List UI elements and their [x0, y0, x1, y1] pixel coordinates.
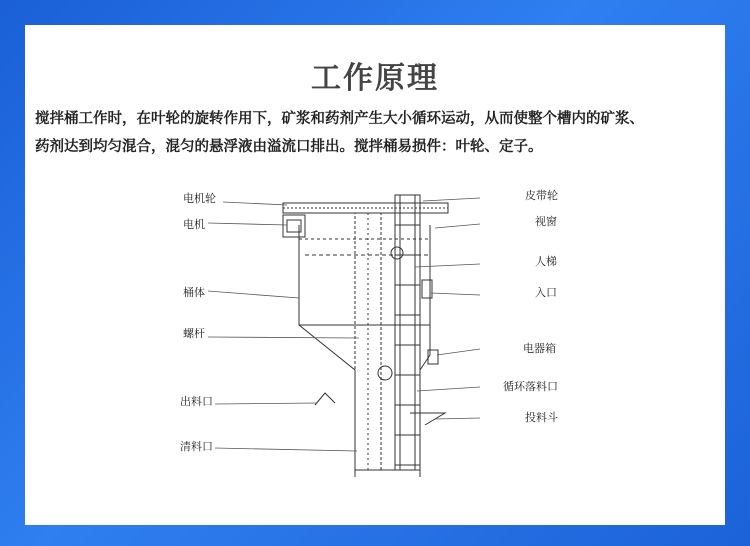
screw-column [355, 213, 381, 470]
tank-body [299, 225, 430, 470]
sight-window [391, 247, 403, 259]
description-line-2: 药剂达到均匀混合，混匀的悬浮液由溢流口排出。搅拌桶易损件：叶轮、定子。 [35, 139, 543, 155]
label-motor-pulley: 电机轮 [183, 192, 216, 205]
discharge-outlet [315, 393, 335, 405]
label-sight-window: 视窗 [535, 215, 557, 228]
label-electrical-box: 电器箱 [523, 342, 556, 355]
page-title: 工作原理 [311, 61, 439, 96]
label-belt-pulley: 皮带轮 [525, 189, 558, 202]
label-discharge-outlet: 出料口 [180, 395, 213, 408]
label-feed-hopper: 投料斗 [525, 411, 558, 424]
label-screw: 螺杆 [183, 327, 205, 340]
label-motor: 电机 [183, 218, 205, 231]
content-panel [25, 25, 725, 525]
label-cleanout-port: 清料口 [180, 440, 213, 453]
label-inlet: 入口 [535, 286, 557, 299]
label-recirculation-port: 循环落料口 [503, 380, 558, 393]
mixer-diagram [25, 25, 725, 525]
ladder [395, 195, 420, 470]
label-ladder: 人梯 [535, 255, 557, 268]
description-line-1: 搅拌桶工作时，在叶轮的旋转作用下，矿浆和药剂产生大小循环运动，从而使整个槽内的矿浆、 [35, 111, 644, 127]
motor [283, 215, 305, 237]
label-tank-body: 桶体 [183, 286, 205, 299]
